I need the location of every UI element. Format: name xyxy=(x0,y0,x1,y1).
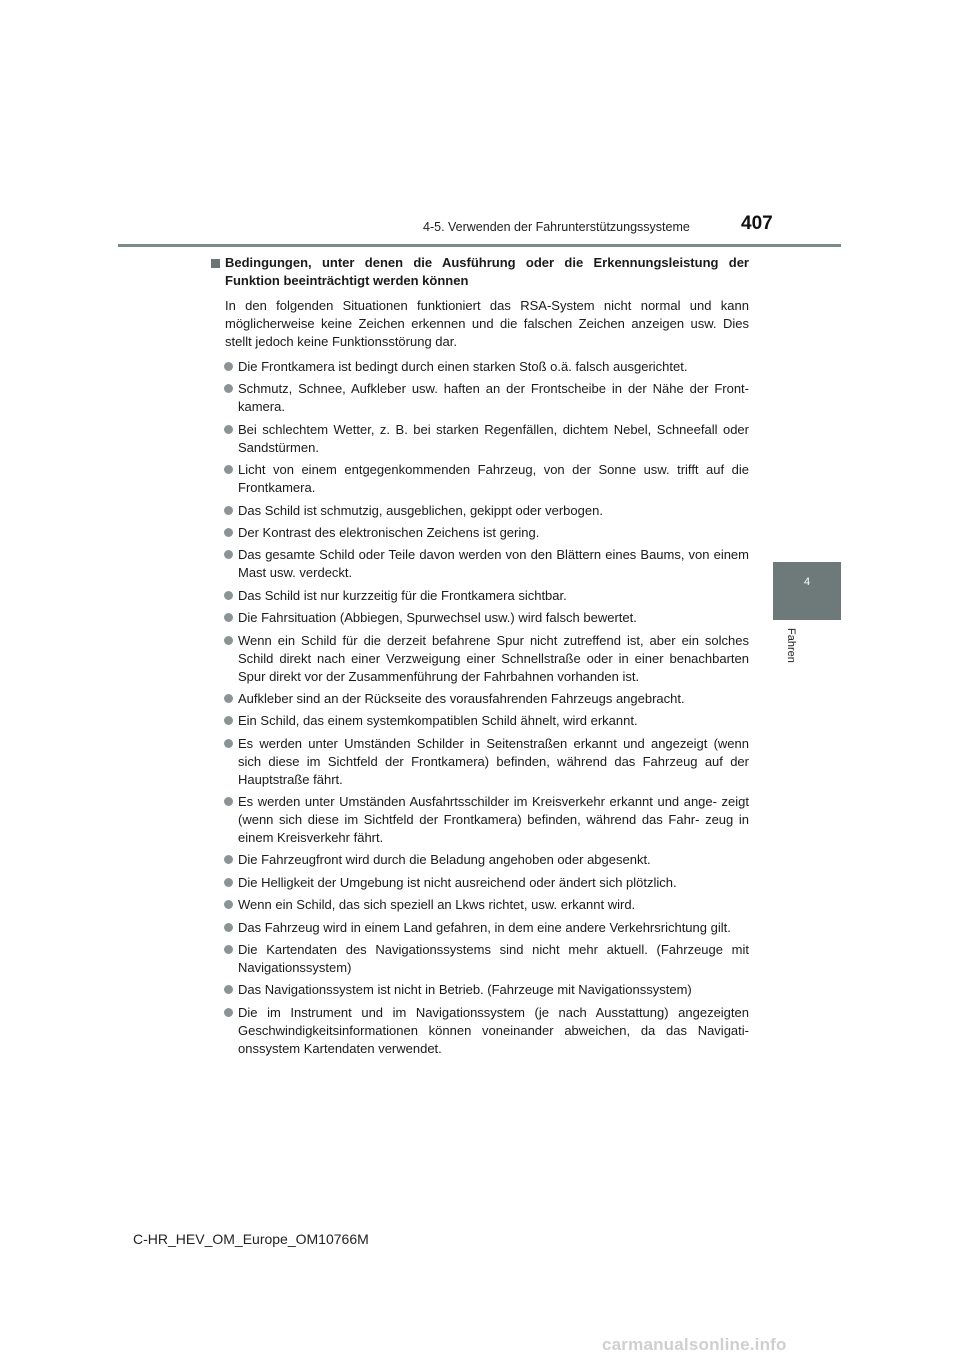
list-item-text: Aufkleber sind an der Rückseite des vorausfahrenden Fahrzeugs angebracht. xyxy=(238,690,685,706)
list-item xyxy=(211,874,749,892)
list-item-text: Schmutz, Schnee, Aufkleber usw. haften an der Frontscheibe in der Nähe der Front- kamera. xyxy=(238,381,749,415)
round-bullet-icon xyxy=(224,506,233,515)
round-bullet-icon xyxy=(224,739,233,748)
list-item xyxy=(211,896,749,914)
list-item xyxy=(211,981,749,999)
chapter-number: 4 xyxy=(803,576,811,588)
list-item xyxy=(211,546,749,582)
watermark: carmanualsonline.info xyxy=(602,1335,787,1354)
list-item xyxy=(211,793,749,847)
square-bullet-icon xyxy=(211,259,220,268)
list-item xyxy=(211,587,749,605)
round-bullet-icon xyxy=(224,855,233,864)
list-item-text: Die Fahrzeugfront wird durch die Beladung angehoben oder abgesenkt. xyxy=(238,852,651,868)
page-number: 407 xyxy=(741,213,773,234)
round-bullet-icon xyxy=(224,878,233,887)
chapter-tab xyxy=(773,562,841,620)
list-item-text: Licht von einem entgegenkommenden Fahrzeug, von der Sonne usw. trifft auf die Frontkamera. xyxy=(238,462,749,496)
section-heading-text: Bedingungen, unter denen die Ausführung oder die Erkennungsleistung der Funktion beeinträchtigt werden können xyxy=(225,255,749,288)
round-bullet-icon xyxy=(224,465,233,474)
round-bullet-icon xyxy=(224,550,233,559)
list-item-text: Das Schild ist nur kurzzeitig für die Frontkamera sichtbar. xyxy=(238,587,567,603)
list-item xyxy=(211,421,749,457)
list-item xyxy=(211,502,749,520)
round-bullet-icon xyxy=(224,985,233,994)
footer-document-code: C-HR_HEV_OM_Europe_OM10766M xyxy=(133,1231,369,1247)
list-item xyxy=(211,735,749,789)
list-item-text: Das Fahrzeug wird in einem Land gefahren, in dem eine andere Verkehrsrichtung gilt. xyxy=(238,919,731,935)
list-item xyxy=(211,609,749,627)
list-item xyxy=(211,690,749,708)
round-bullet-icon xyxy=(224,923,233,932)
list-item-text: Der Kontrast des elektronischen Zeichens ist gering. xyxy=(238,524,540,540)
list-item-text: Das Schild ist schmutzig, ausgeblichen, gekippt oder verbogen. xyxy=(238,502,603,518)
round-bullet-icon xyxy=(224,362,233,371)
list-item xyxy=(211,632,749,686)
list-item xyxy=(211,524,749,542)
list-item-text: Die Kartendaten des Navigationssystems sind nicht mehr aktuell. (Fahrzeuge mit Navigationssystem) xyxy=(238,942,749,976)
round-bullet-icon xyxy=(224,528,233,537)
list-item-text: Wenn ein Schild, das sich speziell an Lkws richtet, usw. erkannt wird. xyxy=(238,897,636,913)
round-bullet-icon xyxy=(224,591,233,600)
list-item xyxy=(211,1004,749,1058)
list-item xyxy=(211,851,749,869)
header-section-title: 4-5. Verwenden der Fahrunterstützungssysteme xyxy=(423,220,690,234)
list-item-text: Die Frontkamera ist bedingt durch einen starken Stoß o.ä. falsch ausgerichtet. xyxy=(238,359,688,374)
round-bullet-icon xyxy=(224,1008,233,1017)
list-item-text: Die Helligkeit der Umgebung ist nicht ausreichend oder ändert sich plötzlich. xyxy=(238,874,677,890)
round-bullet-icon xyxy=(224,613,233,622)
round-bullet-icon xyxy=(224,900,233,909)
list-item xyxy=(211,358,749,376)
list-item xyxy=(211,380,749,416)
round-bullet-icon xyxy=(224,425,233,434)
list-item-text: Ein Schild, das einem systemkompatiblen Schild ähnelt, wird erkannt. xyxy=(238,713,638,729)
list-item xyxy=(211,941,749,977)
list-item-text: Die im Instrument und im Navigationssystem (je nach Ausstattung) angezeigten Geschwindigkeitsinformationen können voneinander abweichen, da das Navigati- onssystem Kartendaten verwendet. xyxy=(238,1004,749,1056)
round-bullet-icon xyxy=(224,945,233,954)
list-item xyxy=(211,919,749,937)
section-intro: In den folgenden Situationen funktioniert das RSA-System nicht normal und kann möglicherweise keine Zeichen erkennen und die falschen Zeichen anzeigen usw. Dies stellt jedoch keine Funktionsstörung dar. xyxy=(225,298,749,349)
round-bullet-icon xyxy=(224,716,233,725)
round-bullet-icon xyxy=(224,384,233,393)
list-item-text: Das gesamte Schild oder Teile davon werden von den Blättern eines Baums, von einem Mast usw. verdeckt. xyxy=(238,547,749,581)
list-item-text: Es werden unter Umständen Schilder in Seitenstraßen erkannt und angezeigt (wenn sich diese im Sichtfeld der Frontkamera) befinden, während das Fahrzeug auf der Hauptstraße fährt. xyxy=(238,735,749,787)
list-item xyxy=(211,712,749,730)
list-item xyxy=(211,461,749,497)
section-heading xyxy=(211,254,749,290)
list-item-text: Es werden unter Umständen Ausfahrtsschilder im Kreisverkehr erkannt und ange- zeigt (wenn sich diese im Sichtfeld der Frontkamera) befinden, während das Fahr- zeug in einem Kreisverkehr fährt. xyxy=(238,794,749,846)
condition-list xyxy=(211,358,749,1058)
round-bullet-icon xyxy=(224,694,233,703)
list-item-text: Wenn ein Schild für die derzeit befahrene Spur nicht zutreffend ist, aber ein solches Schild direkt nach einer Verzweigung einer Schnellstraße oder in einer benachbarten Spur direkt vor der Zusammenführung der Fahrbahnen vorhanden ist. xyxy=(238,632,749,684)
list-item-text: Die Fahrsituation (Abbiegen, Spurwechsel usw.) wird falsch bewertet. xyxy=(238,610,637,626)
list-item-text: Das Navigationssystem ist nicht in Betrieb. (Fahrzeuge mit Navigationssystem) xyxy=(238,982,692,998)
header-rule xyxy=(118,244,841,247)
list-item-text: Bei schlechtem Wetter, z. B. bei starken Regenfällen, dichtem Nebel, Schneefall oder Sandstürmen. xyxy=(238,421,749,455)
round-bullet-icon xyxy=(224,797,233,806)
page-content xyxy=(211,254,749,1062)
chapter-label: Fahren xyxy=(785,628,797,663)
round-bullet-icon xyxy=(224,636,233,645)
